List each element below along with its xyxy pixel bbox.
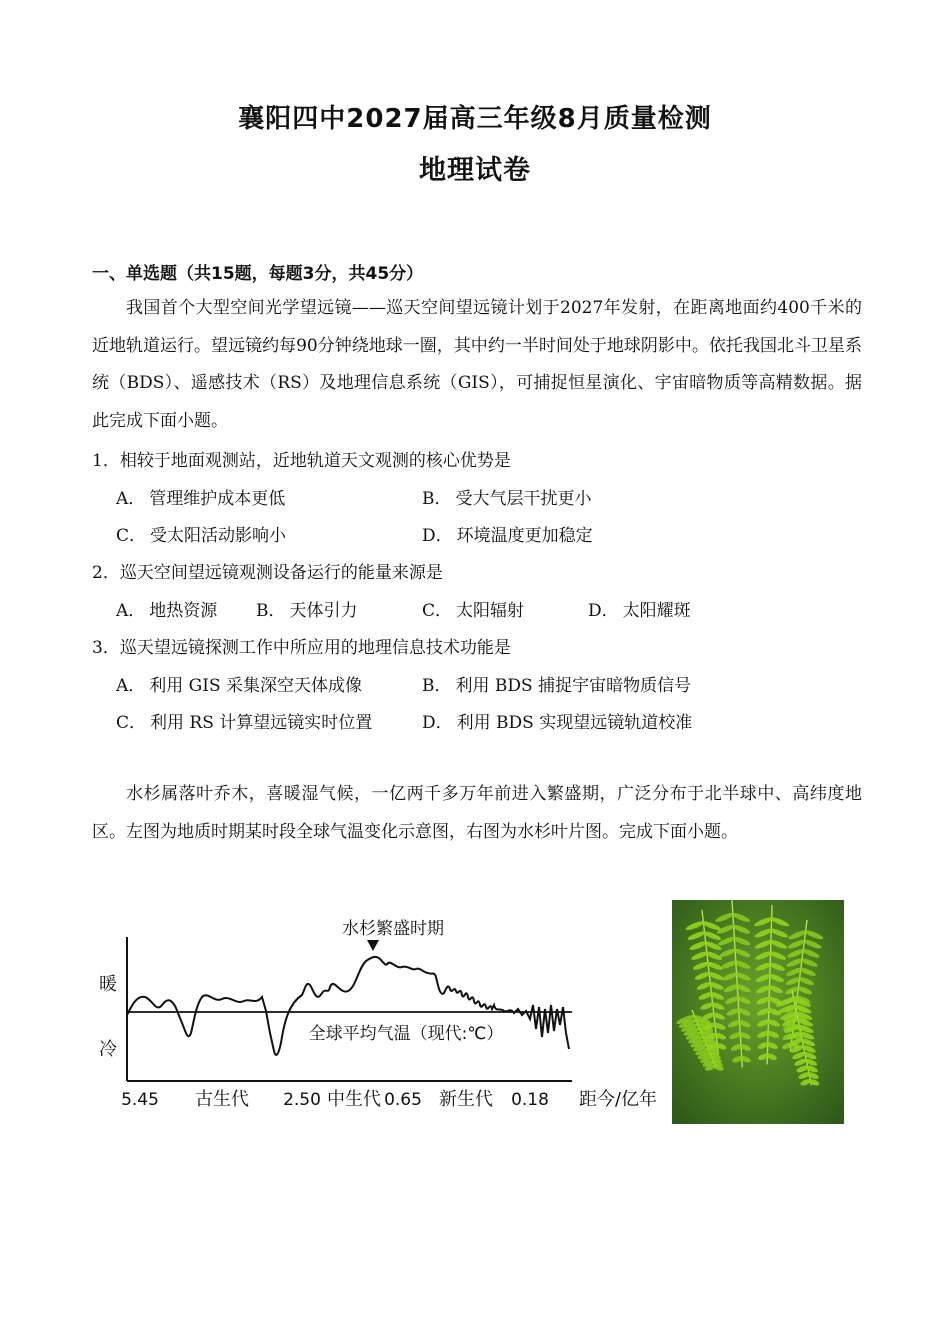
option-text: 天体引力 — [289, 601, 358, 621]
option-label: B． — [256, 601, 286, 621]
question-2-option-b — [256, 596, 358, 621]
option-label: A． — [116, 489, 146, 509]
option-label: B． — [422, 676, 452, 696]
option-label: C． — [116, 526, 147, 546]
option-label: C． — [116, 713, 147, 733]
question-2-option-d — [588, 596, 691, 621]
question-1-stem: 1．相较于地面观测站，近地轨道天文观测的核心优势是 — [92, 451, 511, 471]
option-text: 受大气层干扰更小 — [455, 489, 592, 509]
question-2-option-a — [116, 596, 217, 621]
option-label: B． — [422, 489, 452, 509]
option-text: 利用 BDS 捕捉宇宙暗物质信号 — [455, 676, 692, 696]
option-text: 环境温度更加稳定 — [456, 526, 593, 546]
annotation-arrow-icon — [367, 940, 379, 951]
question-3-option-a — [116, 671, 362, 696]
x-tick-label: 2.50 — [283, 1090, 321, 1110]
passage-telescope: 我国首个大型空间光学望远镜——巡天空间望远镜计划于2027年发射，在距离地面约400千米的近地轨道运行。望远镜约每90分钟绕地球一圈，其中约一半时间处于地球阴影中。依托我国北斗卫星系统（BDS）、遥感技术（RS）及地理信息系统（GIS），可捕捉恒星演化、宇宙暗物质等高精数据。据此完成下面小题。 — [92, 298, 862, 431]
x-tick-label: 5.45 — [121, 1090, 159, 1110]
x-tick-label: 0.65 — [384, 1090, 422, 1110]
question-1-option-c — [116, 521, 286, 546]
passage-metasequoia: 水杉属落叶乔木，喜暖湿气候，一亿两千多万年前进入繁盛期，广泛分布于北半球中、高纬度地区。左图为地质时期某时段全球气温变化示意图，右图为水杉叶片图。完成下面小题。 — [92, 784, 862, 842]
metasequoia-leaf-photo — [672, 900, 844, 1124]
option-text: 管理维护成本更低 — [149, 489, 286, 509]
question-1-option-b — [422, 484, 592, 509]
exam-subject-title: 地理试卷 — [419, 155, 531, 186]
temperature-chart — [90, 905, 670, 1120]
option-text: 受太阳活动影响小 — [150, 526, 287, 546]
x-axis-label: 距今/亿年 — [578, 1089, 658, 1110]
question-1-option-d — [422, 521, 593, 546]
option-label: A． — [116, 601, 146, 621]
option-label: C． — [422, 601, 453, 621]
option-label: D． — [422, 526, 453, 546]
option-text: 利用 BDS 实现望远镜轨道校准 — [456, 713, 693, 733]
question-3-stem: 3．巡天望远镜探测工作中所应用的地理信息技术功能是 — [92, 638, 511, 658]
question-2-stem: 2．巡天空间望远镜观测设备运行的能量来源是 — [92, 563, 443, 583]
option-text: 太阳辐射 — [456, 601, 525, 621]
option-label: D． — [588, 601, 619, 621]
option-text: 太阳耀斑 — [622, 601, 691, 621]
question-3-option-c — [116, 708, 372, 733]
option-label: A． — [116, 676, 146, 696]
option-text: 利用 RS 计算望远镜实时位置 — [150, 713, 373, 733]
option-text: 利用 GIS 采集深空天体成像 — [149, 676, 363, 696]
question-3-option-b — [422, 671, 691, 696]
exam-title: 襄阳四中2027届高三年级8月质量检测 — [238, 104, 712, 134]
era-label-mesozoic: 中生代 — [327, 1089, 381, 1110]
option-label: D． — [422, 713, 453, 733]
era-label-paleozoic: 古生代 — [195, 1089, 249, 1110]
section-heading: 一、单选题（共15题，每题3分，共45分） — [92, 264, 424, 284]
option-text: 地热资源 — [149, 601, 218, 621]
question-2-option-c — [422, 596, 524, 621]
x-tick-label: 0.18 — [511, 1090, 549, 1110]
y-label-cold: 冷 — [99, 1039, 117, 1060]
question-1-option-a — [116, 484, 285, 509]
baseline-label: 全球平均气温（现代:℃） — [308, 1024, 504, 1044]
era-label-cenozoic: 新生代 — [439, 1089, 493, 1110]
y-label-warm: 暖 — [99, 974, 117, 995]
question-3-option-d — [422, 708, 692, 733]
chart-annotation: 水杉繁盛时期 — [342, 919, 444, 939]
